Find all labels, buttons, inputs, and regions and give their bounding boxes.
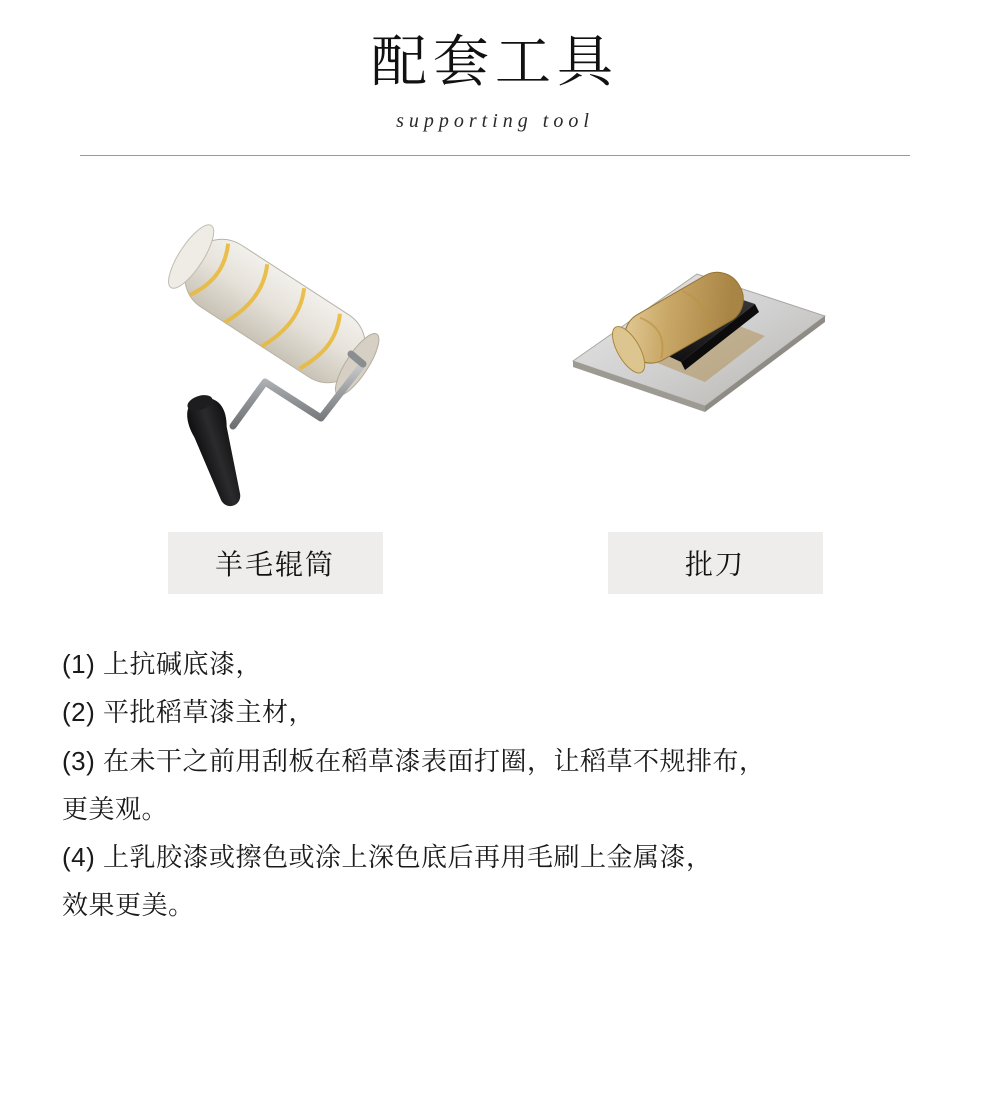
page-title: 配套工具 xyxy=(371,30,619,93)
product-item xyxy=(115,196,435,594)
page-header xyxy=(0,0,990,156)
instruction-step-continuation: 更美观。 xyxy=(62,793,169,824)
putty-knife-image xyxy=(555,196,875,516)
instruction-step: (2) 平批稻草漆主材， xyxy=(62,697,316,728)
instruction-list xyxy=(0,640,990,929)
product-item xyxy=(555,196,875,594)
instruction-step: (3) 在未干之前用刮板在稻草漆表面打圈，让稻草不规排布， xyxy=(62,745,766,776)
product-caption: 批刀 xyxy=(608,532,823,594)
header-divider xyxy=(80,155,910,156)
instruction-step-continuation: 效果更美。 xyxy=(62,889,195,920)
putty-knife-illustration xyxy=(555,196,875,516)
wool-roller-image xyxy=(115,196,435,516)
product-caption: 羊毛辊筒 xyxy=(168,532,383,594)
instruction-step: (1) 上抗碱底漆， xyxy=(62,649,263,680)
wool-roller-illustration xyxy=(115,196,435,516)
product-gallery xyxy=(0,196,990,594)
page-subtitle: supporting tool xyxy=(396,110,594,133)
instruction-step: (4) 上乳胶漆或擦色或涂上深色底后再用毛刷上金属漆， xyxy=(62,841,713,872)
